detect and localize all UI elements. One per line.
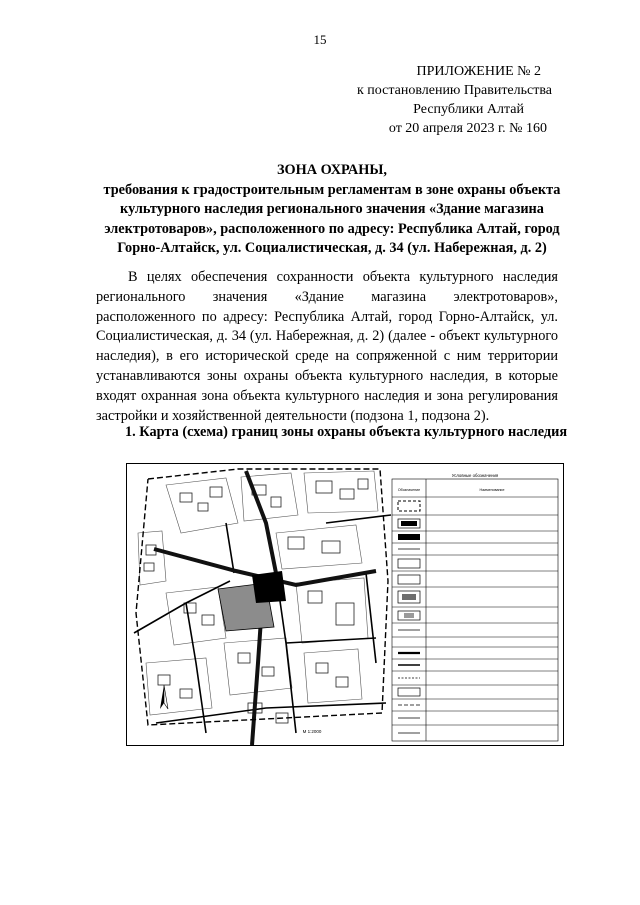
appendix-line: Республики Алтай — [413, 102, 524, 117]
body-paragraph — [96, 268, 558, 426]
zone-map-svg — [126, 463, 564, 746]
section-title: . Карта (схема) границ зоны охраны объекта культурного наследия — [132, 424, 568, 440]
section-heading — [125, 424, 567, 441]
legend-title: Условные обозначения — [451, 473, 499, 478]
zone-map-figure — [126, 463, 564, 746]
heritage-object-zone — [252, 571, 286, 603]
appendix-block — [357, 62, 552, 138]
heading-line: электротоваров», расположенного по адресу: Республика Алтай, город — [104, 220, 560, 237]
map-scale-label: М 1:2000 — [302, 729, 322, 734]
appendix-title: ПРИЛОЖЕНИЕ № 2 — [416, 64, 541, 79]
appendix-line: к постановлению Правительства — [356, 83, 552, 98]
heading-line: культурного наследия регионального значения «Здание магазина — [120, 201, 544, 217]
heading-line: Горно-Алтайск, ул. Социалистическая, д. 34 (ул. Набережная, д. 2) — [117, 240, 547, 256]
heading-line: ЗОНА ОХРАНЫ, — [277, 162, 387, 178]
body-paragraph-text: В целях обеспечения сохранности объекта культурного наследия регионального значения «Здание магазина электротоваров», расположенного по адресу: Республика Алтай, город Горно-Алтайск, ул. Социалистическая, д. 34 (ул. Набережная, д. 2) (далее - объект культурного наследия), в его исторической среде на сопряженной с ним территории устанавливаются зоны охраны объекта культурного наследия, в которые входят охранная зона объекта культурного наследия и зона регулирования застройки и хозяйственной деятельности (подзона 1, подзона 2). — [96, 269, 558, 424]
map-legend — [392, 473, 558, 741]
section-number: 1 — [125, 424, 133, 440]
heading-line: требования к градостроительным регламентам в зоне охраны объекта — [103, 181, 561, 198]
legend-col1-header: Обозначение — [397, 488, 421, 492]
legend-col2-header: Наименование — [479, 488, 505, 492]
appendix-line: от 20 апреля 2023 г. № 160 — [388, 121, 547, 136]
document-heading — [82, 161, 582, 259]
page-number: 15 — [313, 32, 327, 47]
